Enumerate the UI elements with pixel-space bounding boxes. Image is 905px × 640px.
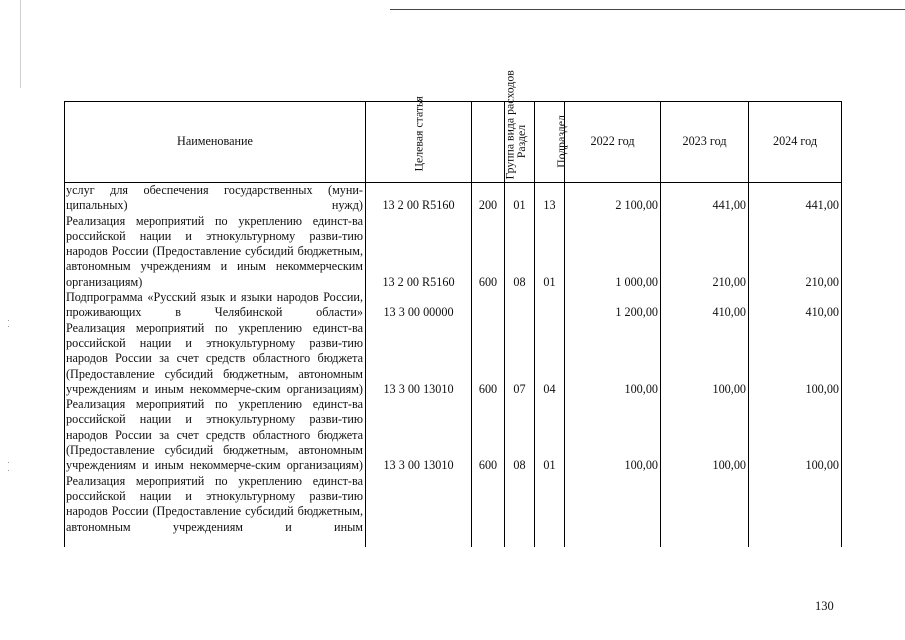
row-value-2022: 1 000,00 (565, 214, 661, 290)
row-section (505, 474, 535, 547)
row-value-2023: 100,00 (661, 321, 749, 397)
table-row (65, 183, 842, 214)
row-expense-group: 600 (472, 397, 505, 473)
row-value-2023: 210,00 (661, 214, 749, 290)
row-target-article: 13 3 00 13010 (366, 321, 472, 397)
row-section: 08 (505, 214, 535, 290)
header-target-article-label: Целевая статья (411, 96, 425, 172)
row-expense-group (472, 290, 505, 321)
row-expense-group (472, 474, 505, 547)
header-year-2022: 2022 год (565, 102, 661, 183)
row-target-article: 13 2 00 R5160 (366, 214, 472, 290)
row-name: Реализация мероприятий по укреплению единст-ва российской нации и этнокультурному разви-тию народов России за счет средств областного бюджета (Предоставление субсидий бюджетным, автономным учреждениям и иным некоммерче-ским организациям) (65, 397, 366, 473)
row-subsection: 01 (535, 214, 565, 290)
row-value-2024: 210,00 (749, 214, 842, 290)
row-name: Подпрограмма «Русский язык и языки народов России, проживающих в Челябинской области» (65, 290, 366, 321)
header-name: Наименование (65, 102, 366, 183)
row-target-article: 13 3 00 13010 (366, 397, 472, 473)
row-name: Реализация мероприятий по укреплению единст-ва российской нации и этнокультурному разви-тию народов России (Предоставление субсидий бюджетным, автономным учреждениям и иным (65, 474, 366, 547)
row-value-2024 (749, 474, 842, 547)
row-value-2023: 100,00 (661, 397, 749, 473)
row-value-2022: 1 200,00 (565, 290, 661, 321)
header-year-2023: 2023 год (661, 102, 749, 183)
scan-speck (8, 326, 9, 327)
row-value-2022: 100,00 (565, 321, 661, 397)
row-subsection: 01 (535, 397, 565, 473)
row-expense-group: 600 (472, 214, 505, 290)
row-value-2024: 410,00 (749, 290, 842, 321)
table-row (65, 290, 842, 321)
table-row (65, 474, 842, 547)
row-subsection: 13 (535, 183, 565, 214)
header-year-2024: 2024 год (749, 102, 842, 183)
row-value-2024: 100,00 (749, 397, 842, 473)
row-value-2022: 100,00 (565, 397, 661, 473)
row-target-article (366, 474, 472, 547)
row-value-2023: 410,00 (661, 290, 749, 321)
row-subsection (535, 474, 565, 547)
header-target-article (366, 96, 472, 183)
page-number: 130 (815, 599, 834, 613)
row-value-2024: 441,00 (749, 183, 842, 214)
table-row (65, 397, 842, 473)
header-subsection (535, 102, 568, 183)
row-value-2024: 100,00 (749, 321, 842, 397)
row-name: Реализация мероприятий по укреплению единст-ва российской нации и этнокультурному разви-тию народов России за счет средств областного бюджета (Предоставление субсидий бюджетным, автономным учреждениям и иным некоммерче-ским организациям) (65, 321, 366, 397)
row-value-2022 (565, 474, 661, 547)
row-section: 07 (505, 321, 535, 397)
table-row (65, 321, 842, 397)
scan-speck (8, 470, 9, 471)
row-value-2023 (661, 474, 749, 547)
header-subsection-label: Подраздел (553, 115, 568, 169)
row-section (505, 290, 535, 321)
row-value-2022: 2 100,00 (565, 183, 661, 214)
row-expense-group: 600 (472, 321, 505, 397)
header-expense-group (472, 70, 517, 183)
scan-speck (8, 462, 9, 463)
row-section: 08 (505, 397, 535, 473)
row-target-article: 13 2 00 R5160 (366, 183, 472, 214)
row-name: услуг для обеспечения государственных (муни-ципальных) нужд) (65, 183, 366, 214)
row-subsection (535, 290, 565, 321)
budget-table (64, 70, 842, 547)
row-subsection: 04 (535, 321, 565, 397)
row-value-2023: 441,00 (661, 183, 749, 214)
row-name: Реализация мероприятий по укреплению единст-ва российской нации и этнокультурному разви-тию народов России (Предоставление субсидий бюджетным, автономным учреждениям и иным некоммерческим организациям) (65, 214, 366, 290)
top-rule (390, 9, 905, 10)
header-section-label: Раздел (514, 125, 529, 159)
table-header-row (65, 102, 842, 183)
row-target-article: 13 3 00 00000 (366, 290, 472, 321)
table-row (65, 214, 842, 290)
header-expense-group-label: Группа вида расходов (502, 70, 517, 180)
row-section: 01 (505, 183, 535, 214)
scan-speck (8, 320, 9, 321)
row-expense-group: 200 (472, 183, 505, 214)
scan-margin-line (20, 0, 21, 88)
